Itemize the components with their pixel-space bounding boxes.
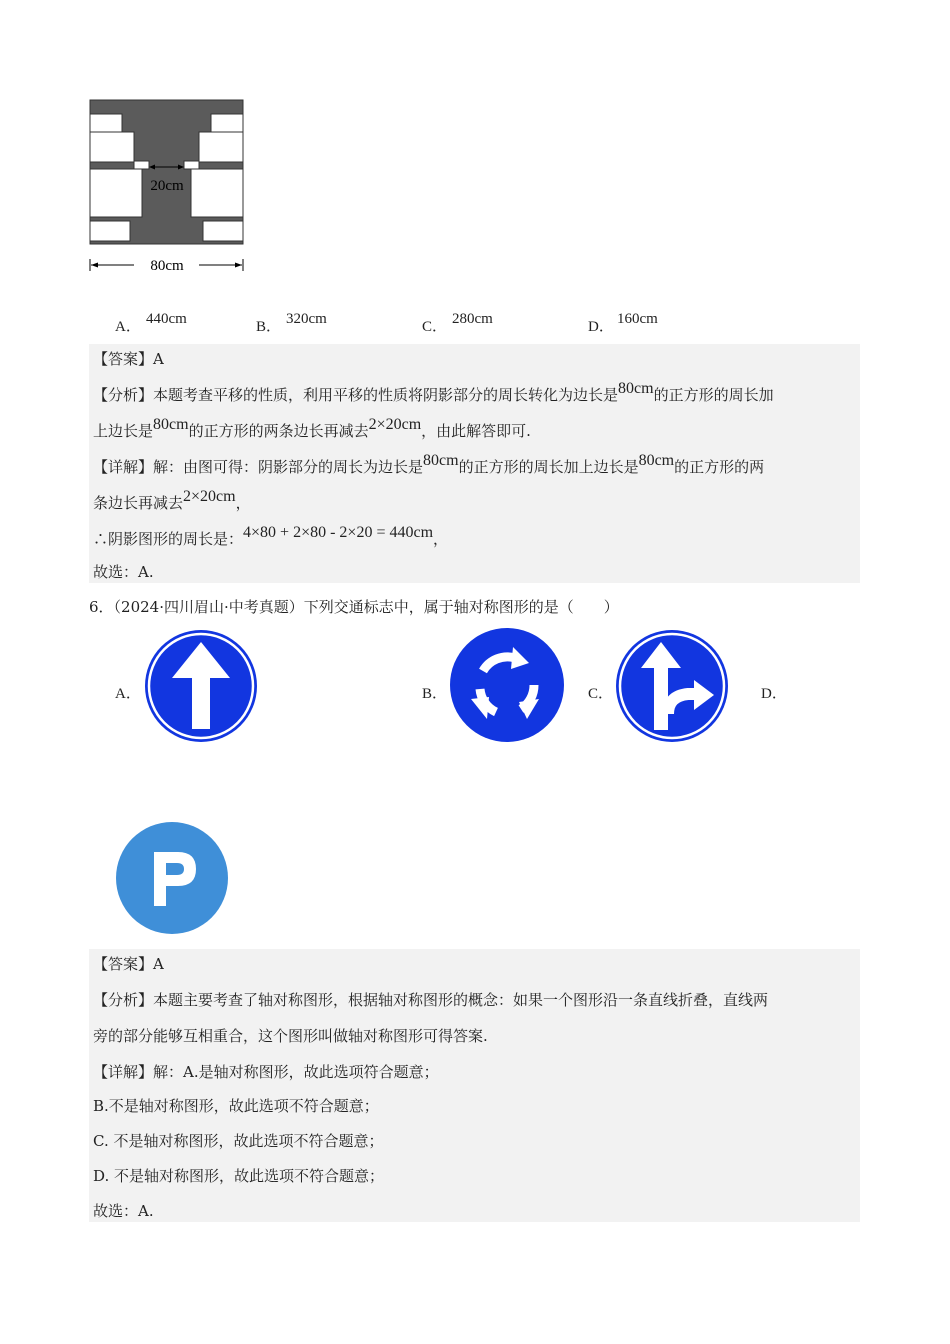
option-b-letter: B． bbox=[256, 319, 282, 335]
width-label: 80cm bbox=[150, 258, 184, 274]
q5-analysis-line2: 上边长是80cm的正方形的两条边长再减去2×20cm，由此解答即可. bbox=[93, 416, 531, 440]
q6-stem: 6．（2024·四川眉山·中考真题）下列交通标志中，属于轴对称图形的是（ ） bbox=[89, 598, 619, 616]
q6-detail-line1: 【详解】解：A.是轴对称图形，故此选项符合题意； bbox=[93, 1063, 439, 1081]
q6-detail-line3: C. 不是轴对称图形，故此选项不符合题意； bbox=[93, 1132, 384, 1150]
option-a-letter: A． bbox=[115, 319, 141, 335]
q6-option-a-letter: A． bbox=[115, 686, 141, 702]
q5-analysis-line1: 【分析】本题考查平移的性质，利用平移的性质将阴影部分的周长转化为边长是80cm的正方形的周长加 bbox=[93, 380, 774, 404]
straight-arrow-sign-icon bbox=[143, 628, 259, 744]
q6-answer: 【答案】A bbox=[93, 955, 164, 973]
option-c-letter: C． bbox=[422, 319, 448, 335]
straight-or-right-sign-icon bbox=[614, 628, 730, 744]
roundabout-sign-icon bbox=[449, 627, 565, 743]
q5-detail-line3: ∴阴影图形的周长是：4×80 + 2×80 - 2×20 = 440cm， bbox=[93, 524, 449, 548]
option-b-value: 320cm bbox=[286, 311, 327, 327]
q6-choose: 故选：A. bbox=[93, 1202, 154, 1220]
q6-analysis-line2: 旁的部分能够互相重合，这个图形叫做轴对称图形可得答案. bbox=[93, 1027, 488, 1045]
q5-answer: 【答案】A bbox=[93, 350, 164, 368]
shaded-path-diagram bbox=[89, 99, 249, 279]
option-a-value: 440cm bbox=[146, 311, 187, 327]
option-c-value: 280cm bbox=[452, 311, 493, 327]
q5-detail-line1: 【详解】解：由图可得：阴影部分的周长为边长是80cm的正方形的周长加上边长是80cm的正方形的两 bbox=[93, 452, 765, 476]
q6-detail-line2: B.不是轴对称图形，故此选项不符合题意； bbox=[93, 1097, 379, 1115]
q6-analysis-line1: 【分析】本题主要考查了轴对称图形，根据轴对称图形的概念：如果一个图形沿一条直线折叠，直线两 bbox=[93, 991, 769, 1009]
option-d-letter: D． bbox=[588, 319, 614, 335]
q5-choose: 故选：A. bbox=[93, 563, 154, 581]
q6-detail-line4: D. 不是轴对称图形，故此选项不符合题意； bbox=[93, 1167, 385, 1185]
option-d-value: 160cm bbox=[617, 311, 658, 327]
q6-option-b-letter: B． bbox=[422, 686, 448, 702]
q6-option-c-letter: C． bbox=[588, 686, 614, 702]
gap-label: 20cm bbox=[150, 178, 184, 194]
parking-sign-icon bbox=[116, 822, 228, 934]
q6-option-d-letter: D． bbox=[761, 686, 787, 702]
q5-detail-line2: 条边长再减去2×20cm， bbox=[93, 488, 251, 512]
